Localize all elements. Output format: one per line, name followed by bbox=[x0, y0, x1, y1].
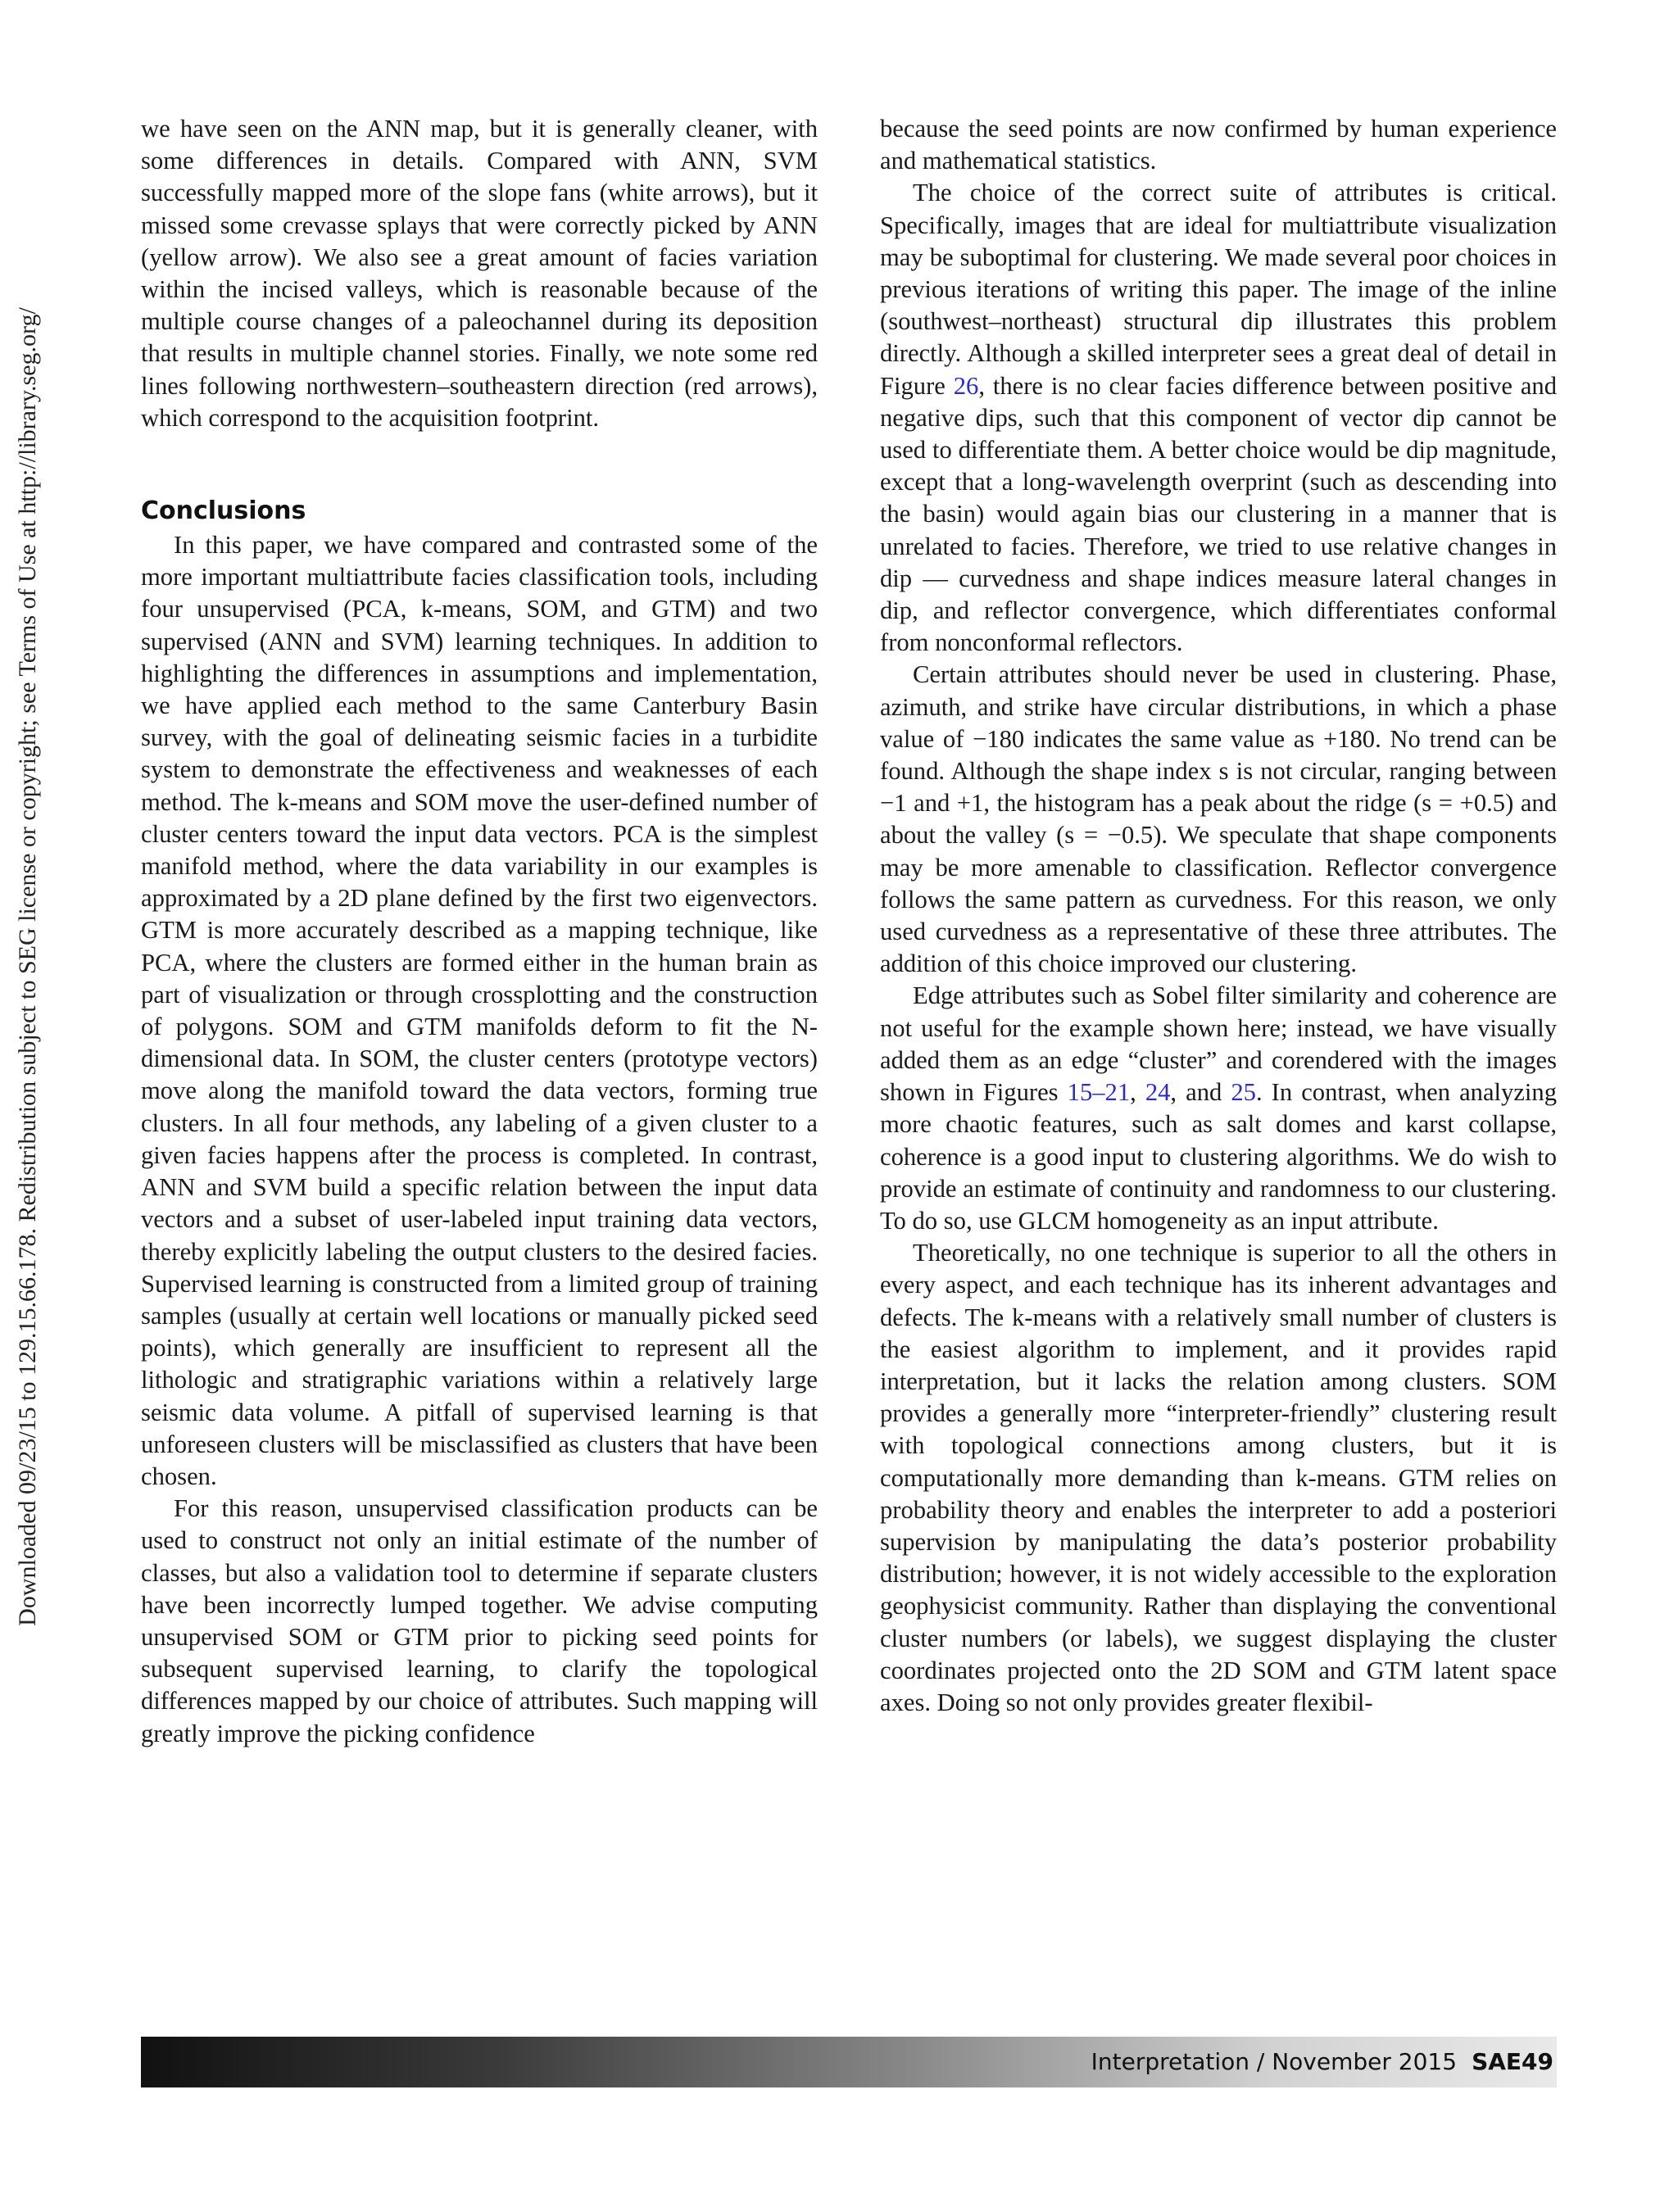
paragraph-continued: we have seen on the ANN map, but it is generally cleaner, with some differences in details. Compared with ANN, SVM successfully mapped more of the slope fans (white arrows), but it missed some crevasse splays that were correctly picked by ANN (yellow arrow). We also see a great amount of facies variation within the incised valleys, which is reasonable because of the multiple course changes of a paleochannel during its deposition that results in multiple channel stories. Finally, we note some red lines following northwestern–southeastern direction (red arrows), which correspond to the acquisition footprint. bbox=[141, 115, 818, 432]
right-column bbox=[880, 113, 1557, 1719]
figure-link-25[interactable]: 25 bbox=[1231, 1078, 1256, 1107]
text-span: Edge attributes such as Sobel filter similarity and coherence are not useful for the example shown here; instead, we have visually added them as an edge “cluster” and corendered with the images shown in Figures bbox=[880, 981, 1557, 1107]
paragraph-technique-comparison: Theoretically, no one technique is superior to all the others in every aspect, and each technique has its inherent advantages and defects. The k-means with a relatively small number of clusters is the easiest algorithm to implement, and it provides rapid interpretation, but it lacks the relation among clusters. SOM provides a generally more “interpreter-friendly” clustering result with topological connections among clusters, but it is computationally more demanding than k-means. GTM relies on probability theory and enables the interpreter to add a posteriori supervision by manipulating the data’s posterior probability distribution; however, it is not widely accessible to the exploration geophysicist community. Rather than displaying the conventional cluster numbers (or labels), we suggest displaying the cluster coordinates projected onto the 2D SOM and GTM latent space axes. Doing so not only provides greater flexibil- bbox=[880, 1239, 1557, 1716]
download-notice-text: Downloaded 09/23/15 to 129.15.66.178. Redistribution subject to SEG license or copyright; see Terms of Use at http://library.seg.org/ bbox=[14, 307, 41, 1626]
figure-link-26[interactable]: 26 bbox=[953, 371, 979, 400]
paragraph-conclusions-2: For this reason, unsupervised classification products can be used to construct not only an initial estimate of the number of classes, but also a validation tool to determine if separate clusters have been incorrectly lumped together. We advise computing unsupervised SOM or GTM prior to picking seed points for subsequent supervised learning, to clarify the topological differences mapped by our choice of attributes. Such mapping will greatly improve the picking confidence bbox=[141, 1494, 818, 1747]
paragraph-conclusions-1: In this paper, we have compared and contrasted some of the more important multiattribute facies classification tools, including four unsupervised (PCA, k-means, SOM, and GTM) and two supervised (ANN and SVM) learning techniques. In addition to highlighting the differences in assumptions and implementation, we have applied each method to the same Canterbury Basin survey, with the goal of delineating seismic facies in a turbidite system to demonstrate the effectiveness and weaknesses of each method. The k-means and SOM move the user-defined number of cluster centers toward the input data vectors. PCA is the simplest manifold method, where the data variability in our examples is approximated by a 2D plane defined by the first two eigenvectors. GTM is more accurately described as a mapping technique, like PCA, where the clusters are formed either in the human brain as part of visualization or through crossplotting and the construction of polygons. SOM and GTM manifolds deform to fit the N-dimensional data. In SOM, the cluster centers (prototype vectors) move along the manifold toward the data vectors, forming true clusters. In all four methods, any labeling of a given cluster to a given facies happens after the process is completed. In contrast, ANN and SVM build a specific relation between the input data vectors and a subset of user-labeled input training data vectors, thereby explicitly labeling the output clusters to the desired facies. Supervised learning is constructed from a limited group of training samples (usually at certain well locations or manually picked seed points), which generally are insufficient to represent all the lithologic and stratigraphic variations within a relatively large seismic data volume. A pitfall of supervised learning is that unforeseen clusters will be misclassified as clusters that have been chosen. bbox=[141, 531, 818, 1490]
text-span: . In contrast, when analyzing more chaotic features, such as salt domes and karst collapse, coherence is a good input to clustering algorithms. We do wish to provide an estimate of continuity and randomness to our clustering. To do so, use GLCM homogeneity as an input attribute. bbox=[880, 1078, 1557, 1235]
text-span: The choice of the correct suite of attributes is critical. Specifically, images that are ideal for multiattribute visualization may be suboptimal for clustering. We made several poor choices in previous iterations of writing this paper. The image of the inline (southwest–northeast) structural dip illustrates this problem directly. Although a skilled interpreter sees a great deal of detail in Figure bbox=[880, 179, 1557, 400]
text-span: , bbox=[1130, 1078, 1145, 1107]
figure-link-24[interactable]: 24 bbox=[1145, 1078, 1171, 1107]
text-span: , and bbox=[1170, 1078, 1231, 1107]
journal-issue: Interpretation / November 2015 bbox=[1091, 2048, 1458, 2075]
paragraph-circular-attributes: Certain attributes should never be used in clustering. Phase, azimuth, and strike have circular distributions, in which a phase value of −180 indicates the same value as +180. No trend can be found. Although the shape index s is not circular, ranging between −1 and +1, the histogram has a peak about the ridge (s = +0.5) and about the valley (s = −0.5). We speculate that shape components may be more amenable to classification. Reflector convergence follows the same pattern as curvedness. For this reason, we only used curvedness as a representative of these three attributes. The addition of this choice improved our clustering. bbox=[880, 660, 1557, 978]
section-heading-conclusions: Conclusions bbox=[141, 496, 306, 526]
figure-link-15-21[interactable]: 15–21 bbox=[1067, 1078, 1131, 1107]
left-column bbox=[141, 113, 818, 1750]
paragraph-seed-points: because the seed points are now confirmed by human experience and mathematical statistics. bbox=[880, 115, 1557, 175]
download-notice bbox=[5, 57, 51, 1876]
page-number: SAE49 bbox=[1472, 2048, 1553, 2075]
paragraph-attributes-choice bbox=[880, 177, 1557, 659]
text-span: , there is no clear facies difference between positive and negative dips, such that this component of vector dip cannot be used to differentiate them. A better choice would be dip magnitude, except that a long-wavelength overprint (such as descending into the basin) would again bias our clustering in a manner that is unrelated to facies. Therefore, we tried to use relative changes in dip — curvedness and shape indices measure lateral changes in dip, and reflector convergence, which differentiates conformal from nonconformal reflectors. bbox=[880, 371, 1557, 657]
paragraph-edge-attributes bbox=[880, 980, 1557, 1237]
page-footer bbox=[1091, 2048, 1553, 2075]
